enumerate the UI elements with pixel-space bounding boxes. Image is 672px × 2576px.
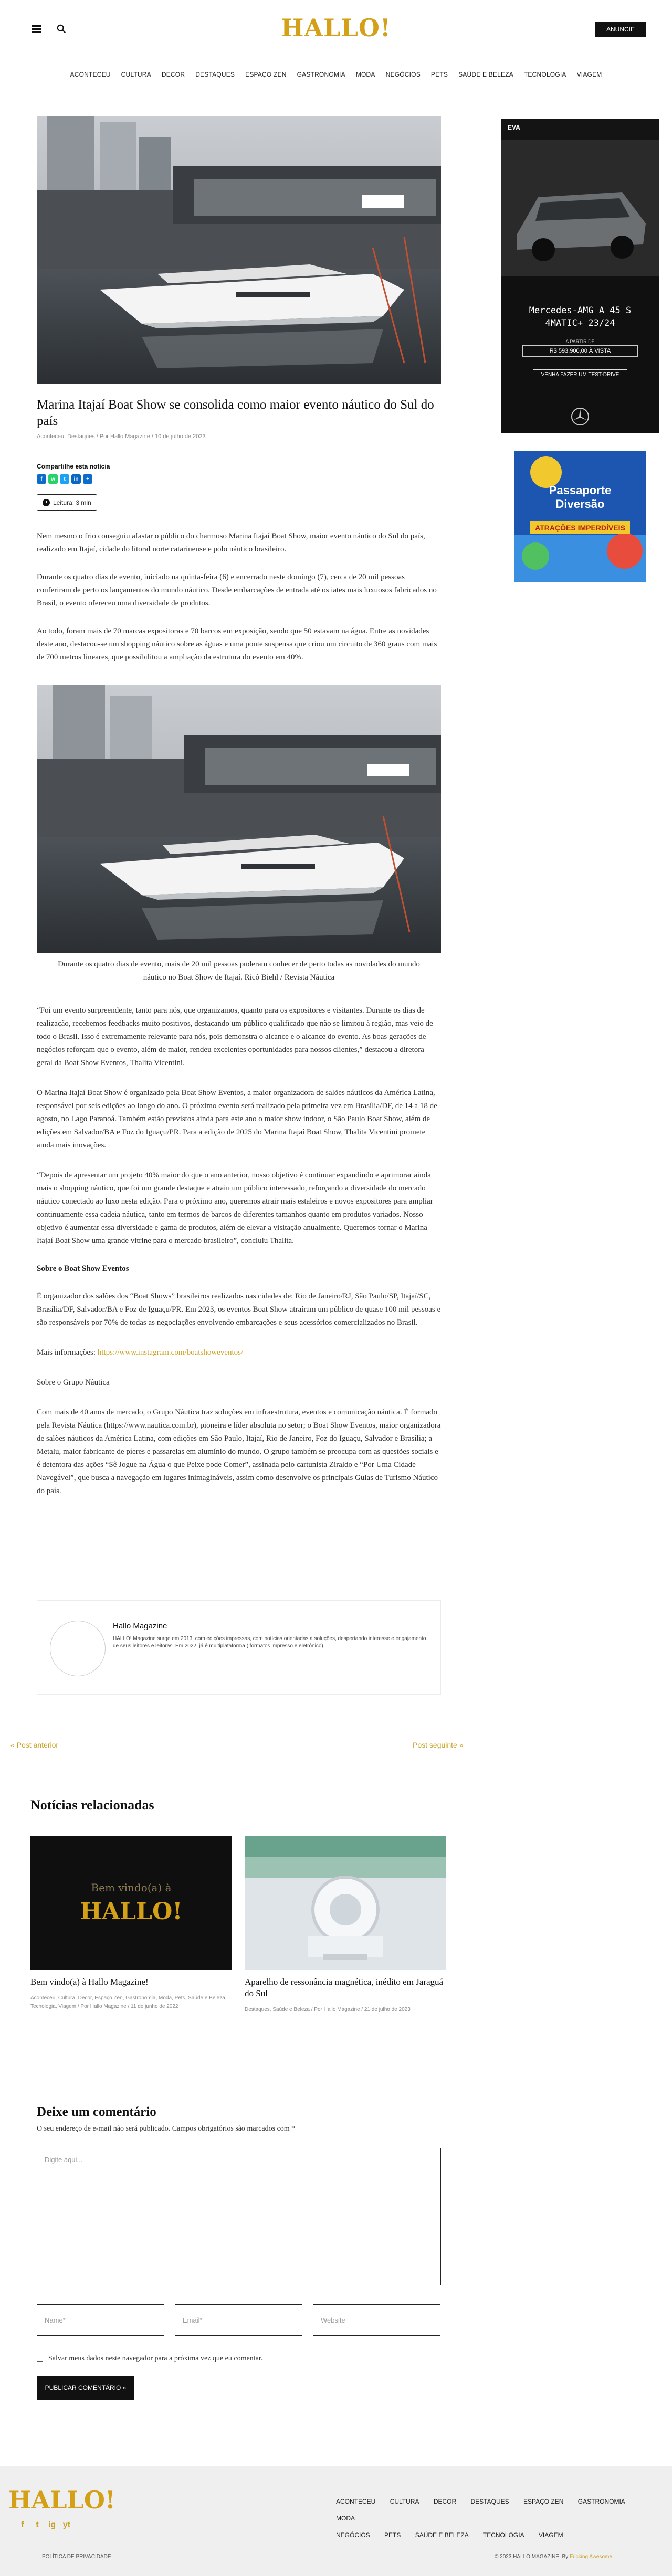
author-box bbox=[37, 1600, 441, 1695]
article-paragraph: Com mais de 40 anos de mercado, o Grupo Náutica traz soluções em infraestrutura, eventos e comunicação náutica. É formado pela Revista Náutica (https://www.nautica.com.br), pioneira e líder absoluta no setor; o Boat Show Eventos, maior organizadora de salões náuticos da América Latina, com edições em São Paulo, Itajaí, Rio de Janeiro, Foz do Iguaçu, Salvador e Brasília; a Metalu, maior fabricante de píeres e passarelas em alumínio do mundo. O grupo também se preocupa com as questões sociais e é detentora das ações “Sê Jogue na Água o que Peixe pode Comer”, assinada pelo cartunista Ziraldo e “Por Uma Cidade Navegável”, que busca a navegação em lugares inimagináveis, assim como desenvolve os principais Guias de Turismo Náutico do país. bbox=[37, 1408, 441, 1495]
save-info-row bbox=[37, 2355, 441, 2363]
welcome-text: Bem vindo(a) à bbox=[91, 1881, 172, 1894]
article-title: Marina Itajaí Boat Show se consolida como maior evento náutico do Sul do país bbox=[37, 398, 434, 428]
nav-item[interactable]: ESPAÇO ZEN bbox=[245, 71, 287, 78]
hero-image bbox=[37, 116, 441, 384]
footer-nav-item[interactable]: DESTAQUES bbox=[470, 2498, 509, 2505]
article-paragraph: Nem mesmo o frio conseguiu afastar o público do charmoso Marina Itajaí Boat Show, maior evento náutico do Sul do país, realizado em Itajaí, cidade do litoral norte catarinense e polo náutico brasileiro. bbox=[37, 532, 425, 553]
ad-price-label: A PARTIR DE bbox=[565, 339, 595, 344]
footer-nav-item[interactable]: ESPAÇO ZEN bbox=[523, 2498, 564, 2505]
privacy-link[interactable]: POLÍTICA DE PRIVACIDADE bbox=[42, 2554, 111, 2560]
site-logo[interactable]: HALLO! bbox=[281, 14, 392, 42]
copyright bbox=[495, 2554, 612, 2560]
footer-nav-item[interactable]: MODA bbox=[336, 2515, 355, 2522]
author-bio: HALLO! Magazine surge em 2013, com edições impressas, com notícias orientadas a soluções, despertando interesse e engajamento de seus leitores e leitoras. Em 2022, já é multiplataforma ( formatos impresso e eletrônico). bbox=[113, 1636, 426, 1649]
related-meta: Destaques, Saúde e Beleza / Por Hallo Magazine / 21 de julho de 2023 bbox=[245, 2007, 411, 2013]
footer-nav-item[interactable]: NEGÓCIOS bbox=[336, 2531, 370, 2539]
article-meta: Aconteceu, Destaques / Por Hallo Magazine / 10 de julho de 2023 bbox=[37, 433, 206, 440]
mercedes-logo-icon bbox=[571, 407, 590, 426]
footer-nav-item[interactable]: GASTRONOMIA bbox=[578, 2498, 625, 2505]
ad-mercedes[interactable] bbox=[501, 119, 659, 433]
nav-item[interactable]: ACONTECEU bbox=[70, 71, 111, 78]
anuncie-button[interactable]: ANUNCIE bbox=[595, 22, 646, 37]
footer-nav-item[interactable]: PETS bbox=[384, 2531, 401, 2539]
welcome-logo: HALLO! bbox=[80, 1898, 183, 1925]
comment-title: Deixe um comentário bbox=[37, 2105, 156, 2119]
nav-item[interactable]: TECNOLOGIA bbox=[523, 71, 566, 78]
website-field[interactable]: Website bbox=[313, 2304, 440, 2336]
related-title: Notícias relacionadas bbox=[30, 1797, 154, 1813]
group-heading: Sobre o Grupo Náutica bbox=[37, 1378, 110, 1387]
read-time-text: Leitura: 3 min bbox=[53, 499, 91, 506]
nav-item[interactable]: CULTURA bbox=[121, 71, 151, 78]
article-paragraph: “Depois de apresentar um projeto 40% maior do que o ano anterior, nosso objetivo é continuar expandindo e aprimorar ainda mais o shopping náutico, que foi um grande destaque e atraiu um público interessado, reforçando a diversidade do mercado náutico conectado ao luxo nesta edição. Para o próximo ano, queremos atrair mais estaleiros e novos expositores para ampliar continuamente essa cadeia náutica, tanto em termos de barcos de diferentes tamanhos quanto em produtos variados. Nosso objetivo é aumentar essa diversidade e gama de produtos, além de elevar a visitação anualmente. Queremos tornar o Marina Itajaí Boat Show uma grande vitrine para o mercado brasileiro”, concluiu Thalita. bbox=[37, 1171, 433, 1245]
main-nav bbox=[0, 62, 672, 87]
article-image bbox=[37, 685, 441, 953]
clock-icon bbox=[43, 499, 50, 506]
comment-fields bbox=[37, 2304, 441, 2336]
save-info-checkbox[interactable] bbox=[37, 2356, 43, 2362]
nav-item[interactable]: DESTAQUES bbox=[195, 71, 235, 78]
comment-note: O seu endereço de e-mail não será publicado. Campos obrigatórios são marcados com * bbox=[37, 2125, 296, 2133]
related-title-link[interactable]: Aparelho de ressonância magnética, inédito em Jaraguá do Sul bbox=[245, 1977, 444, 1998]
article-paragraph: O Marina Itajaí Boat Show é organizado pela Boat Show Eventos, a maior organizadora de salões náuticos da América Latina, responsável por seis edições ao longo do ano. O próximo evento será realizado pela primeira vez em Brasília/DF, de 14 a 18 de agosto, no Lago Paranoá. Também estão previstos ainda para este ano o maior show indoor, o São Paulo Boat Show, além de edições em Salvador/BA e Foz do Iguaçu/PR. Para a edição de 2025 do Marina Itajaí Boat Show, Thalita Vicentini promete ainda mais inovações. bbox=[37, 1089, 437, 1149]
footer-nav-item[interactable]: CULTURA bbox=[390, 2498, 419, 2505]
related-card[interactable] bbox=[30, 1836, 232, 2011]
credit-link[interactable]: Fúcking Awesome bbox=[569, 2554, 612, 2560]
site-header bbox=[0, 0, 672, 60]
whatsapp-share-icon[interactable]: w bbox=[48, 474, 58, 484]
prev-post-link[interactable]: « Post anterior bbox=[10, 1741, 59, 1749]
menu-icon[interactable] bbox=[32, 25, 41, 33]
nav-item[interactable]: SAÚDE E BELEZA bbox=[458, 71, 513, 78]
ad-passaporte[interactable] bbox=[514, 451, 646, 582]
article-paragraph: Ao todo, foram mais de 70 marcas expositoras e 70 barcos em exposição, sendo que 50 estavam na água. Entre as novidades deste ano, destacou-se um shopping náutico sobre as águas e uma ponte suspensa que criou um circuito de 360 graus com mais de 700 metros lineares, que possibilitou a ampliação da estrutura do evento em 40%. bbox=[37, 627, 437, 662]
article-paragraph: “Foi um evento surpreendente, tanto para nós, que organizamos, quanto para os expositores e visitantes. Durante os dias de realização, recebemos feedbacks muito positivos, destacando um público qualificado que não se limitou à região, mas veio de todo o Brasil. Isso é extremamente relevante para nós, pois demonstra o alcance e o alcance do evento. As boas gerações de negócios reforçam que o evento, além de maior, rendeu excelentes oportunidades para nossos clientes,” destacou a diretora geral da Boat Show Eventos, Thalita Vicentini. bbox=[37, 1006, 433, 1067]
ad-cta[interactable]: VENHA FAZER UM TEST-DRIVE bbox=[533, 369, 627, 387]
article-paragraph: Durante os quatro dias de evento, iniciado na quinta-feira (6) e encerrado neste domingo (7), cerca de 20 mil pessoas conferiram de perto os lançamentos do mundo náutico. Desde embarcações de entrada até os iates mais luxuosos fabricados no Brasil, o evento ofereceu uma diversidade de produtos. bbox=[37, 573, 437, 608]
more-share-icon[interactable]: + bbox=[83, 474, 92, 484]
nav-item[interactable]: NEGÓCIOS bbox=[385, 71, 421, 78]
article bbox=[37, 116, 441, 1498]
footer-nav-item[interactable]: ACONTECEU bbox=[336, 2498, 376, 2505]
article-paragraph: É organizador dos salões dos “Boat Shows” brasileiros realizados nas cidades de: Rio de Janeiro/RJ, São Paulo/SP, Itajaí/SC, Brasília/DF, Salvador/BA e Foz de Iguaçu/PR. Em 2023, os eventos Boat Show atraíram um público de quase 100 mil pessoas e são responsáveis por 70% de todas as negociações envolvendo embarcações e seus acessórios comercializados no Brasil. bbox=[37, 1292, 441, 1327]
footer-social bbox=[18, 2520, 71, 2530]
ad-price: R$ 593.900,00 À VISTA bbox=[522, 345, 638, 357]
instagram-link[interactable]: https://www.instagram.com/boatshoweventos/ bbox=[97, 1348, 244, 1357]
name-field[interactable]: Name* bbox=[37, 2304, 164, 2336]
youtube-icon[interactable]: yt bbox=[62, 2520, 71, 2529]
facebook-share-icon[interactable]: f bbox=[37, 474, 46, 484]
nav-item[interactable]: DECOR bbox=[161, 71, 185, 78]
share-label: Compartilhe esta notícia bbox=[37, 463, 110, 470]
footer-logo[interactable]: HALLO! bbox=[8, 2486, 116, 2514]
footer-nav-item[interactable]: VIAGEM bbox=[538, 2531, 563, 2539]
save-info-label: Salvar meus dados neste navegador para a próxima vez que eu comentar. bbox=[48, 2355, 263, 2362]
author-name[interactable]: Hallo Magazine bbox=[113, 1622, 167, 1631]
read-time-badge bbox=[37, 494, 97, 511]
footer-nav-item[interactable]: TECNOLOGIA bbox=[482, 2531, 524, 2539]
more-info-label: Mais informações: bbox=[37, 1348, 96, 1357]
nav-item[interactable]: VIAGEM bbox=[576, 71, 602, 78]
nav-item[interactable]: MODA bbox=[355, 71, 375, 78]
ad2-sub: ATRAÇÕES IMPERDÍVEIS bbox=[530, 521, 630, 534]
linkedin-share-icon[interactable]: in bbox=[71, 474, 81, 484]
site-footer bbox=[0, 2466, 672, 2576]
email-field[interactable]: Email* bbox=[175, 2304, 302, 2336]
footer-nav bbox=[336, 2493, 651, 2543]
related-card[interactable] bbox=[245, 1836, 446, 2014]
instagram-icon[interactable]: ig bbox=[48, 2520, 56, 2529]
ad-title: Mercedes-AMG A 45 S 4MATIC+ 23/24 bbox=[529, 305, 632, 328]
footer-nav-item[interactable]: DECOR bbox=[433, 2498, 457, 2505]
image-caption: Durante os quatro dias de evento, mais de 20 mil pessoas puderam conhecer de perto todas as novidades do mundo náutico no Boat Show de Itajaí. Ricó Biehl / Revista Náutica bbox=[58, 960, 420, 982]
more-info bbox=[37, 1346, 441, 1359]
comment-textarea[interactable]: Digite aqui... bbox=[37, 2148, 441, 2285]
avatar bbox=[50, 1621, 106, 1676]
share-buttons bbox=[37, 474, 441, 484]
twitter-share-icon[interactable]: t bbox=[60, 474, 69, 484]
nav-item[interactable]: GASTRONOMIA bbox=[297, 71, 345, 78]
related-meta: Aconteceu, Cultura, Decor, Espaço Zen, Gastronomia, Moda, Pets, Saúde e Beleza, Tecnologia, Viagem / Por Hallo Magazine / 11 de junho de 2022 bbox=[30, 1995, 227, 2009]
footer-nav-item[interactable]: SAÚDE E BELEZA bbox=[415, 2531, 469, 2539]
twitter-icon[interactable]: t bbox=[36, 2520, 39, 2529]
nav-item[interactable]: PETS bbox=[430, 71, 448, 78]
search-icon[interactable] bbox=[57, 24, 66, 34]
related-title-link[interactable]: Bem vindo(a) à Hallo Magazine! bbox=[30, 1977, 149, 1987]
about-heading: Sobre o Boat Show Eventos bbox=[37, 1264, 129, 1273]
facebook-icon[interactable]: f bbox=[21, 2520, 24, 2529]
related-image[interactable] bbox=[30, 1836, 232, 1970]
comment-form bbox=[37, 2105, 441, 2400]
ad-brand: EVA bbox=[508, 124, 520, 131]
related-image[interactable] bbox=[245, 1836, 446, 1970]
ad2-title: Passaporte Diversão bbox=[549, 484, 612, 510]
copyright-text: © 2023 HALLO MAGAZINE. By bbox=[495, 2554, 569, 2560]
next-post-link[interactable]: Post seguinte » bbox=[413, 1741, 464, 1749]
submit-comment-button[interactable]: PUBLICAR COMENTÁRIO » bbox=[37, 2376, 134, 2400]
